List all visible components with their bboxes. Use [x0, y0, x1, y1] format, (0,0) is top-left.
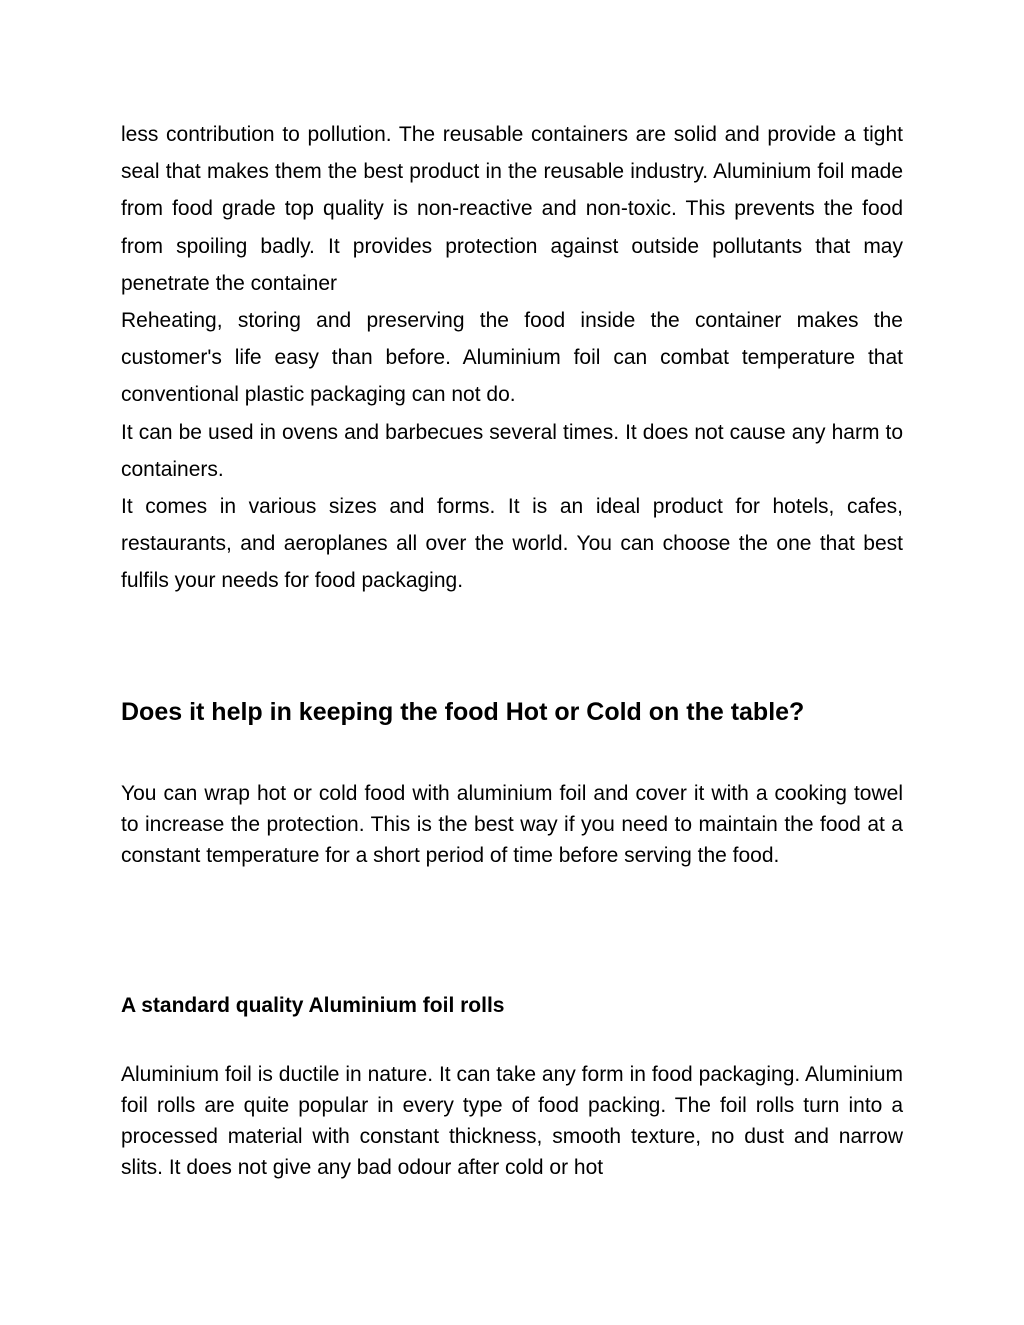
section-heading-hot-cold: Does it help in keeping the food Hot or Cold on the table?: [121, 698, 805, 726]
section-paragraph-foil-rolls: Aluminium foil is ductile in nature. It can take any form in food packaging. Aluminium foil rolls are quite popular in every type of food packing. The foil rolls turn into a processed material with constant thickness, smooth texture, no dust and narrow slits. It does not give any bad odour after cold or hot: [121, 1063, 903, 1179]
intro-paragraph-2: Reheating, storing and preserving the food inside the container makes the customer's life easy than before. Aluminium foil can combat temperature that conventional plastic packaging can not do.: [121, 309, 903, 407]
section-heading-foil-rolls: A standard quality Aluminium foil rolls: [121, 994, 505, 1017]
intro-paragraph-3: It can be used in ovens and barbecues several times. It does not cause any harm to containers.: [121, 420, 903, 481]
intro-paragraph-4: It comes in various sizes and forms. It is an ideal product for hotels, cafes, restaurants, and aeroplanes all over the world. You can choose the one that best fulfils your needs for food packaging.: [121, 495, 903, 593]
intro-paragraph-1: less contribution to pollution. The reusable containers are solid and provide a tight seal that makes them the best product in the reusable industry. Aluminium foil made from food grade top quality is non-reactive and non-toxic. This prevents the food from spoiling badly. It provides protection against outside pollutants that may penetrate the container: [121, 123, 903, 295]
section-paragraph-hot-cold: You can wrap hot or cold food with aluminium foil and cover it with a cooking towel to increase the protection. This is the best way if you need to maintain the food at a constant temperature for a short period of time before serving the food.: [121, 782, 903, 867]
intro-text-block: [121, 116, 903, 600]
document-body: [121, 116, 903, 600]
